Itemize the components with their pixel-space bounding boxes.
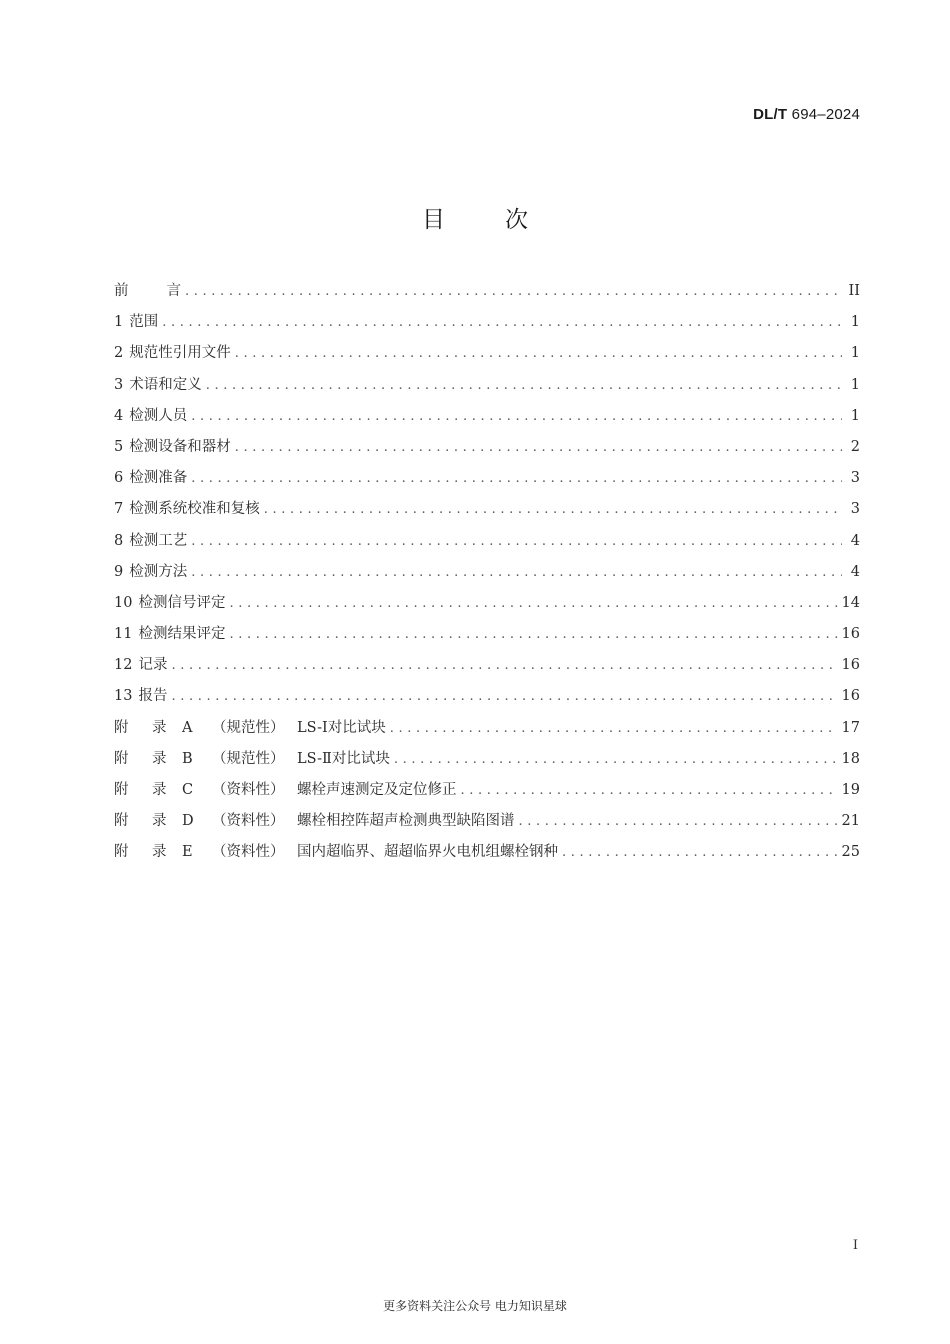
dot-leader — [191, 406, 842, 428]
toc-label — [114, 748, 390, 770]
toc-title-char-2: 次 — [505, 207, 528, 233]
annex-word-1: 附 — [114, 782, 129, 798]
page-number: I — [852, 1238, 858, 1253]
chapter-number: 7 — [114, 501, 124, 518]
toc-entry-chapter[interactable] — [114, 685, 860, 716]
annex-letter: B — [182, 750, 193, 767]
chapter-title: 检测结果评定 — [138, 626, 226, 643]
page-ref: 1 — [850, 345, 860, 362]
chapter-number: 4 — [114, 407, 124, 424]
dot-leader — [461, 780, 838, 802]
page-ref: 4 — [850, 563, 860, 580]
toc-entry-chapter[interactable] — [114, 498, 860, 529]
toc-entry-chapter[interactable] — [114, 623, 860, 654]
page-ref: 18 — [841, 750, 860, 767]
annex-title: 国内超临界、超超临界火电机组螺栓钢种 — [297, 844, 558, 861]
toc-label — [114, 405, 187, 427]
toc-entry-chapter[interactable] — [114, 405, 860, 436]
dot-leader — [235, 343, 842, 365]
chapter-title: 检测方法 — [129, 563, 188, 580]
toc-label — [114, 530, 187, 552]
page-ref: 1 — [850, 314, 860, 331]
toc-label — [114, 561, 187, 583]
page-ref: 17 — [841, 719, 860, 736]
dot-leader — [264, 499, 842, 521]
annex-type: （资料性） — [212, 844, 285, 861]
annex-type: （规范性） — [212, 750, 285, 767]
chapter-number: 5 — [114, 438, 124, 455]
page-ref: 1 — [850, 376, 860, 393]
chapter-number: 10 — [114, 594, 133, 611]
chapter-number: 8 — [114, 532, 124, 549]
toc-label — [114, 623, 225, 645]
page-ref: 16 — [841, 657, 860, 674]
chapter-title: 范围 — [129, 314, 159, 331]
chapter-number: 12 — [114, 657, 133, 674]
page-ref: 16 — [841, 626, 860, 643]
toc-label — [114, 498, 260, 520]
annex-word-1: 附 — [114, 844, 129, 861]
toc-label — [114, 841, 558, 863]
toc-entry-chapter[interactable] — [114, 654, 860, 685]
chapter-number: 6 — [114, 470, 124, 487]
annex-word-2: 录 — [152, 844, 167, 861]
annex-type: （规范性） — [212, 719, 285, 736]
annex-word-1: 附 — [114, 719, 129, 736]
toc-entry-chapter[interactable] — [114, 592, 860, 623]
toc-label — [114, 654, 167, 676]
chapter-title: 检测准备 — [129, 470, 188, 487]
page-ref: 19 — [841, 782, 860, 798]
chapter-title: 术语和定义 — [129, 376, 202, 393]
dot-leader — [171, 655, 837, 677]
toc-label — [114, 374, 202, 396]
dot-leader — [394, 749, 838, 771]
annex-letter: C — [182, 782, 194, 798]
standard-prefix: DL/T — [753, 106, 788, 123]
dot-leader — [519, 811, 838, 833]
toc-label — [114, 810, 515, 832]
toc-title-char-1: 目 — [422, 207, 445, 233]
chapter-title: 检测工艺 — [129, 532, 188, 549]
chapter-number: 13 — [114, 688, 133, 705]
dot-leader — [162, 312, 842, 334]
dot-leader — [390, 718, 838, 740]
toc-entry-chapter[interactable] — [114, 342, 860, 373]
annex-word-1: 附 — [114, 813, 129, 830]
dot-leader — [171, 686, 837, 708]
chapter-title: 规范性引用文件 — [129, 345, 231, 362]
dot-leader — [191, 562, 842, 584]
annex-title: LS-Ⅱ对比试块 — [297, 750, 390, 767]
chapter-number: 11 — [114, 626, 133, 643]
dot-leader — [185, 281, 842, 303]
chapter-title: 报告 — [138, 688, 168, 705]
preface-char-2: 言 — [166, 283, 181, 299]
dot-leader — [191, 468, 842, 490]
chapter-number: 9 — [114, 563, 124, 580]
toc-label — [114, 311, 158, 333]
preface-char-1: 前 — [114, 283, 129, 299]
toc-entry-chapter[interactable] — [114, 311, 860, 342]
chapter-number: 2 — [114, 345, 124, 362]
chapter-title: 记录 — [138, 657, 168, 674]
standard-code — [753, 106, 860, 123]
standard-number: 694–2024 — [791, 106, 860, 123]
toc-entry-annex[interactable] — [114, 779, 860, 810]
toc-label — [114, 717, 386, 739]
page-ref: 1 — [850, 407, 860, 424]
toc-label — [114, 342, 231, 364]
page-ref: 14 — [841, 594, 860, 611]
toc-entry-annex[interactable] — [114, 810, 860, 841]
toc-label — [114, 779, 457, 801]
dot-leader — [235, 437, 842, 459]
annex-type: （资料性） — [212, 813, 285, 830]
toc-entry-preface[interactable] — [114, 280, 860, 311]
toc-entry-chapter[interactable] — [114, 436, 860, 467]
toc-label — [114, 280, 181, 302]
annex-letter: A — [182, 719, 193, 736]
chapter-title: 检测人员 — [129, 407, 188, 424]
page-ref: 25 — [841, 844, 860, 861]
dot-leader — [229, 593, 837, 615]
annex-title: 螺栓相控阵超声检测典型缺陷图谱 — [297, 813, 515, 830]
page-ref: 3 — [850, 501, 860, 518]
chapter-number: 1 — [114, 314, 124, 331]
toc-label — [114, 685, 167, 707]
toc-label — [114, 436, 231, 458]
page-ref: 16 — [841, 688, 860, 705]
table-of-contents — [114, 280, 860, 873]
toc-entry-annex[interactable] — [114, 717, 860, 748]
annex-letter: E — [182, 844, 193, 861]
chapter-title: 检测信号评定 — [138, 594, 226, 611]
toc-entry-chapter[interactable] — [114, 561, 860, 592]
dot-leader — [562, 842, 838, 864]
annex-word-2: 录 — [152, 719, 167, 736]
chapter-title: 检测系统校准和复核 — [129, 501, 260, 518]
page-ref: 2 — [850, 438, 860, 455]
toc-label — [114, 467, 187, 489]
page-ref: 21 — [841, 813, 860, 830]
toc-title — [0, 201, 950, 234]
toc-entry-annex[interactable] — [114, 841, 860, 872]
chapter-title: 检测设备和器材 — [129, 438, 231, 455]
page-ref: 3 — [850, 470, 860, 487]
dot-leader — [191, 531, 842, 553]
annex-letter: D — [182, 813, 194, 830]
annex-type: （资料性） — [212, 782, 285, 798]
annex-title: 螺栓声速测定及定位修正 — [297, 782, 457, 798]
annex-word-1: 附 — [114, 750, 129, 767]
annex-title: LS-Ⅰ对比试块 — [297, 719, 386, 736]
annex-word-2: 录 — [152, 750, 167, 767]
dot-leader — [229, 624, 837, 646]
toc-label — [114, 592, 225, 614]
toc-entry-chapter[interactable] — [114, 467, 860, 498]
toc-entry-chapter[interactable] — [114, 374, 860, 405]
footer-note: 更多资料关注公众号 电力知识星球 — [383, 1299, 567, 1313]
page-ref: 4 — [850, 532, 860, 549]
page-ref: II — [848, 283, 860, 299]
annex-word-2: 录 — [152, 782, 167, 798]
toc-entry-annex[interactable] — [114, 748, 860, 779]
chapter-number: 3 — [114, 376, 124, 393]
dot-leader — [206, 375, 842, 397]
toc-entry-chapter[interactable] — [114, 530, 860, 561]
annex-word-2: 录 — [152, 813, 167, 830]
